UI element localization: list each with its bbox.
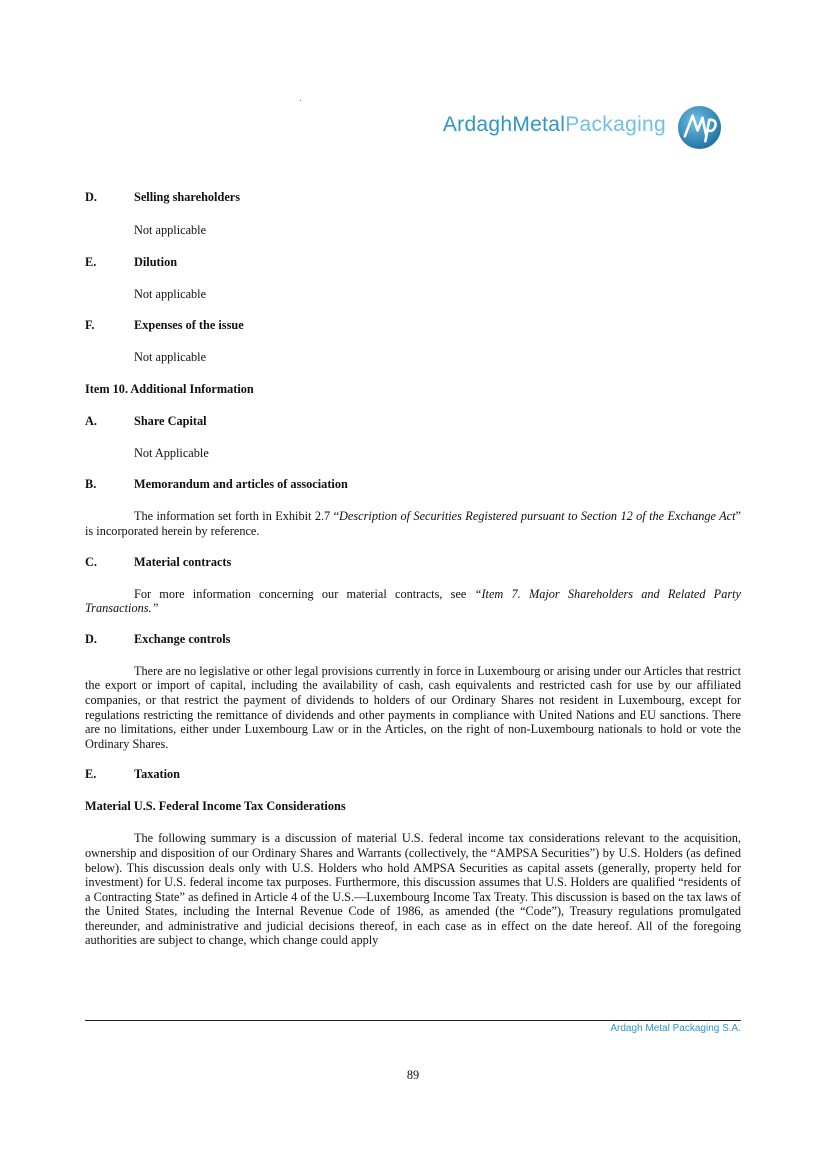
section-title: Dilution [134,254,178,269]
section-title: Exchange controls [134,631,231,646]
section-title: Material contracts [134,554,232,569]
section-title: Selling shareholders [134,190,241,204]
section-letter: F. [85,318,95,333]
section-title: Memorandum and articles of association [134,477,348,492]
section-paragraph: The information set forth in Exhibit 2.7 “Description of Securities Registered pursuant to Section 12 of the Exchange Act” is incorporated herein by reference. [85,509,741,538]
section-letter: B. [85,477,97,492]
amp-monogram-icon [676,104,723,151]
section-heading-f-expenses [85,318,741,335]
footer-company-name: Ardagh Metal Packaging S.A. [610,1023,741,1034]
item-heading: Item 10. Additional Information [85,381,254,396]
section-heading-b-memorandum [85,477,741,494]
section-heading-e-taxation [85,767,741,784]
section-heading-e-dilution [85,255,741,272]
section-letter: A. [85,413,97,428]
stray-dot [300,100,301,101]
section-letter: E. [85,254,97,269]
section-body: Not applicable [134,350,207,365]
section-letter: D. [85,190,97,204]
section-paragraph: The following summary is a discussion of material U.S. federal income tax considerations relevant to the acquisition, ownership and disposition of our Ordinary Shares and Warrants (collectively, the “AMPSA Securities”) by U.S. Holders (as defined below). This discussion deals only with U.S. Holders who hold AMPSA Securities as capital assets (generally, property held for investment) for U.S. federal income tax purposes. Furthermore, this discussion assumes that U.S. Holders are qualified “residents of a Contracting State” as defined in Article 4 of the U.S.—Luxembourg Income Tax Treaty. This discussion is based on the tax laws of the United States, including the Internal Revenue Code of 1986, as amended (the “Code”), Treasury regulations promulgated thereunder, and administrative and judicial decisions thereof, in each case as in effect on the date hereof. All of the foregoing authorities are subject to change, which change could apply [85,831,741,948]
section-body: Not Applicable [134,445,209,460]
section-body: Not applicable [134,286,207,301]
section-letter: E. [85,767,97,782]
section-body: Not applicable [134,223,207,237]
section-paragraph: There are no legislative or other legal provisions currently in force in Luxembourg or arising under our Articles that restrict the export or import of capital, including the availability of cash, cash equivalents and restricted cash for use by our affiliated companies, or that restrict the payment of dividends to holders of our Ordinary Shares not resident in Luxembourg, except for regulations restricting the remittance of dividends and other payments in compliance with United Nations and EU sanctions. There are no limitations, either under Luxembourg Law or in the Articles, on the right of non-Luxembourg nationals to hold or vote the Ordinary Shares. [85,663,741,751]
page-number: 89 [406,1068,420,1082]
section-paragraph: For more information concerning our material contracts, see “Item 7. Major Shareholders and Related Party Transactions.” [85,586,742,616]
section-heading-a-share-capital [85,414,741,431]
section-letter: C. [85,554,97,569]
document-body [85,190,741,948]
logo-text-secondary: Packaging [565,113,666,136]
section-heading-c-contracts [85,555,741,572]
logo-text-primary: ArdaghMetal [442,113,566,136]
section-title: Expenses of the issue [134,318,244,333]
subheading-tax-considerations: Material U.S. Federal Income Tax Considerations [85,799,346,814]
section-title: Taxation [134,767,181,782]
section-heading-d-exchange [85,632,741,649]
section-heading-d-selling [85,190,741,207]
section-title: Share Capital [134,413,207,428]
company-logo-text [443,113,666,137]
section-letter: D. [85,631,97,646]
footer-divider [85,1020,741,1021]
